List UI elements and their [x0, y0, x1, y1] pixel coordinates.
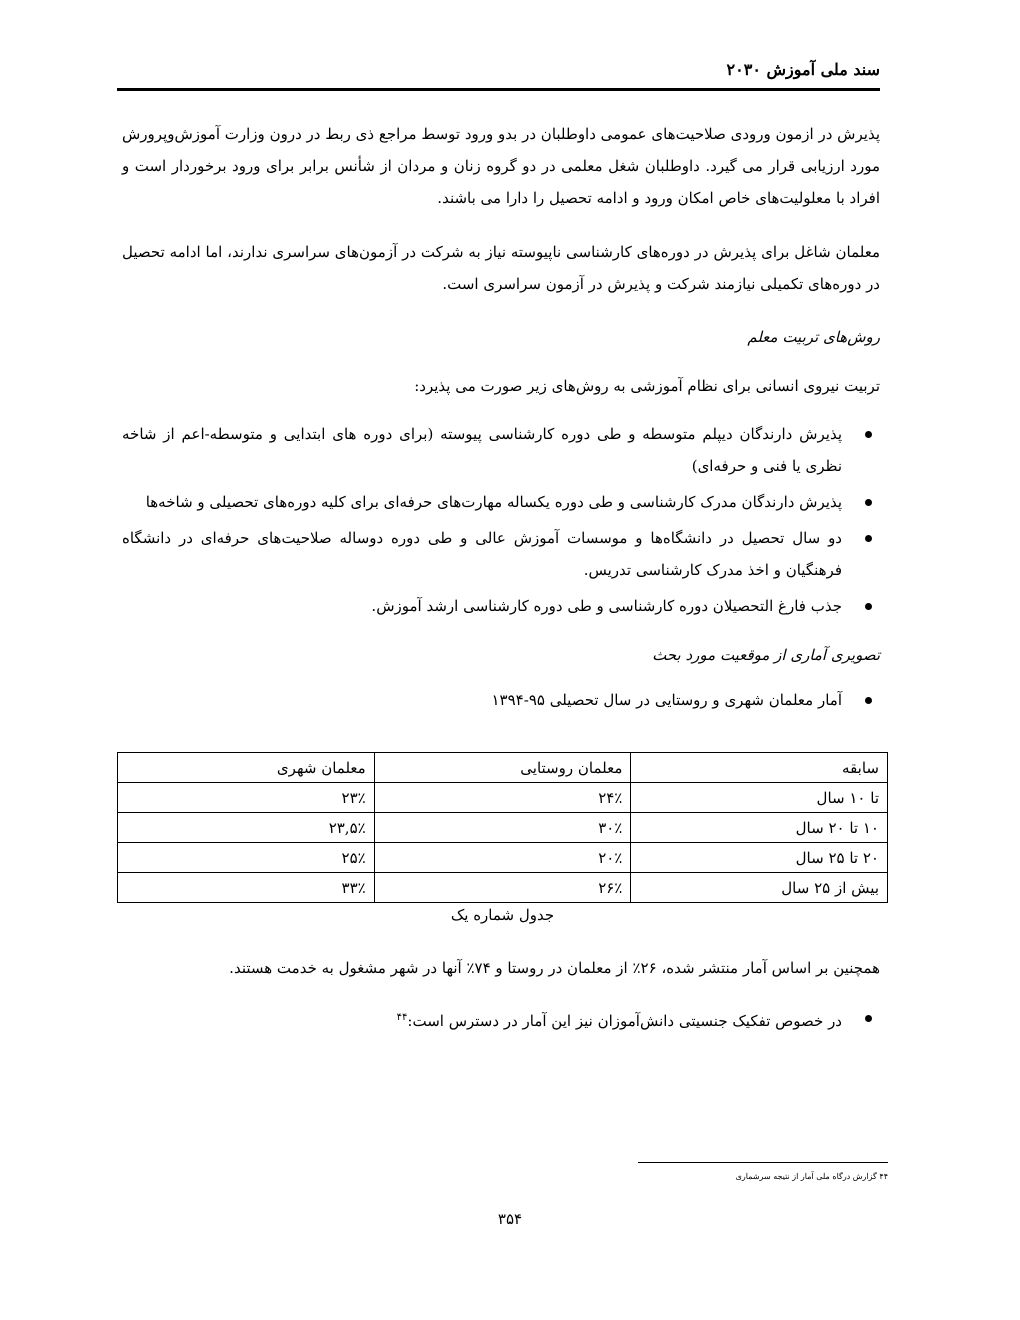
- paragraph-training-intro: تربیت نیروی انسانی برای نظام آموزشی به روش‌های زیر صورت می پذیرد:: [414, 377, 880, 395]
- table-header-cell: معلمان شهری: [118, 753, 375, 783]
- table-cell: بیش از ۲۵ سال: [631, 873, 888, 903]
- table-cell: ۲۳٪: [118, 783, 375, 813]
- paragraph-working-teachers: معلمان شاغل برای پذیرش در دوره‌های کارشناسی ناپیوسته نیاز به شرکت در آزمون‌های سراسری ندارند، اما ادامه تحصیل در دوره‌های تکمیلی نیازمند شرکت و پذیرش در آزمون سراسری است.: [122, 243, 880, 293]
- list-item: [122, 1002, 842, 1037]
- paragraph-admission: پذیرش در ازمون ورودی صلاحیت‌های عمومی داوطلبان در بدو ورود توسط مراجع ذی ربط در درون وزارت آموزش‌وپرورش مورد ارزیابی قرار می گیرد. داوطلبان شغل معلمی در دو گروه زنان و مردان از شأنس برابر برای ورود برخوردار است و افراد با معلولیت‌های خاص امکان ورود و ادامه تحصیل را دارا می باشند.: [122, 125, 880, 207]
- bullet-icon: [865, 431, 872, 438]
- table-caption: جدول شماره یک: [450, 906, 555, 924]
- table-cell: ۳۳٪: [118, 873, 375, 903]
- stats-table-container: [117, 752, 888, 903]
- bullet-icon: [865, 499, 872, 506]
- table-cell: ۳۰٪: [374, 813, 631, 843]
- heading-training-methods: روش‌های تربیت معلم: [747, 328, 880, 346]
- header-title: سند ملی آموزش ۲۰۳۰: [726, 60, 880, 79]
- list-item: [122, 684, 842, 716]
- header-rule: [117, 88, 880, 91]
- table-row: [118, 783, 888, 813]
- list-item: [122, 486, 842, 518]
- footnote-ref[interactable]: ۴۴: [396, 1012, 408, 1023]
- table-cell: ۲۳,۵٪: [118, 813, 375, 843]
- table-cell: ۲۰ تا ۲۵ سال: [631, 843, 888, 873]
- table-row: [118, 873, 888, 903]
- table-header-cell: سابقه: [631, 753, 888, 783]
- table-row: [118, 843, 888, 873]
- list-item-text: آمار معلمان شهری و روستایی در سال تحصیلی ۹۵-۱۳۹۴: [491, 691, 842, 709]
- list-item: [122, 590, 842, 622]
- post-table-content: [122, 952, 880, 1055]
- table-row: [118, 813, 888, 843]
- training-methods-list: [122, 418, 880, 622]
- footnote-text: ۴۴ گزارش درگاه ملی آمار از نتیجه سرشماری: [735, 1172, 888, 1181]
- stats-table: [117, 752, 888, 903]
- heading-statistics: تصویری آماری از موقعیت مورد بحث: [652, 646, 880, 664]
- table-header-cell: معلمان روستایی: [374, 753, 631, 783]
- bullet-icon: [865, 535, 872, 542]
- page-header: [117, 58, 880, 88]
- stats-list: [122, 684, 880, 716]
- list-item-text: جذب فارغ التحصیلان دوره کارشناسی و طی دوره کارشناسی ارشد آموزش.: [371, 597, 842, 615]
- table-cell: ۱۰ تا ۲۰ سال: [631, 813, 888, 843]
- list-item: [122, 522, 842, 586]
- table-cell: ۲۶٪: [374, 873, 631, 903]
- table-cell: ۲۰٪: [374, 843, 631, 873]
- gender-list: [122, 1002, 880, 1037]
- footnote-rule: [638, 1162, 888, 1163]
- main-content: [122, 118, 880, 734]
- list-item-text: پذیرش دارندگان دیپلم متوسطه و طی دوره کارشناسی پیوسته (برای دوره های ابتدایی و متوسطه-اعم از شاخه نظری یا فنی و حرفه‌ای): [122, 425, 842, 475]
- bullet-icon: [865, 697, 872, 704]
- bullet-icon: [865, 1015, 872, 1022]
- list-item: [122, 418, 842, 482]
- table-cell: ۲۵٪: [118, 843, 375, 873]
- bullet-icon: [865, 603, 872, 610]
- list-item-text: دو سال تحصیل در دانشگاه‌ها و موسسات آموزش عالی و طی دوره دوساله صلاحیت‌های حرفه‌ای در دانشگاه فرهنگیان و اخذ مدرک کارشناسی تدریس.: [122, 529, 842, 579]
- list-item-text: پذیرش دارندگان مدرک کارشناسی و طی دوره یکساله مهارت‌های حرفه‌ای برای کلیه دوره‌های تحصیلی و شاخه‌ها: [145, 493, 842, 511]
- list-item-text: در خصوص تفکیک جنسیتی دانش‌آموزان نیز این آمار در دسترس است:: [407, 1012, 842, 1030]
- table-cell: تا ۱۰ سال: [631, 783, 888, 813]
- table-header-row: [118, 753, 888, 783]
- page-number: ۳۵۴: [497, 1210, 523, 1228]
- table-cell: ۲۴٪: [374, 783, 631, 813]
- paragraph-rural-urban: همچنین بر اساس آمار منتشر شده، ۲۶٪ از معلمان در روستا و ۷۴٪ آنها در شهر مشغول به خدمت هستند.: [229, 959, 880, 977]
